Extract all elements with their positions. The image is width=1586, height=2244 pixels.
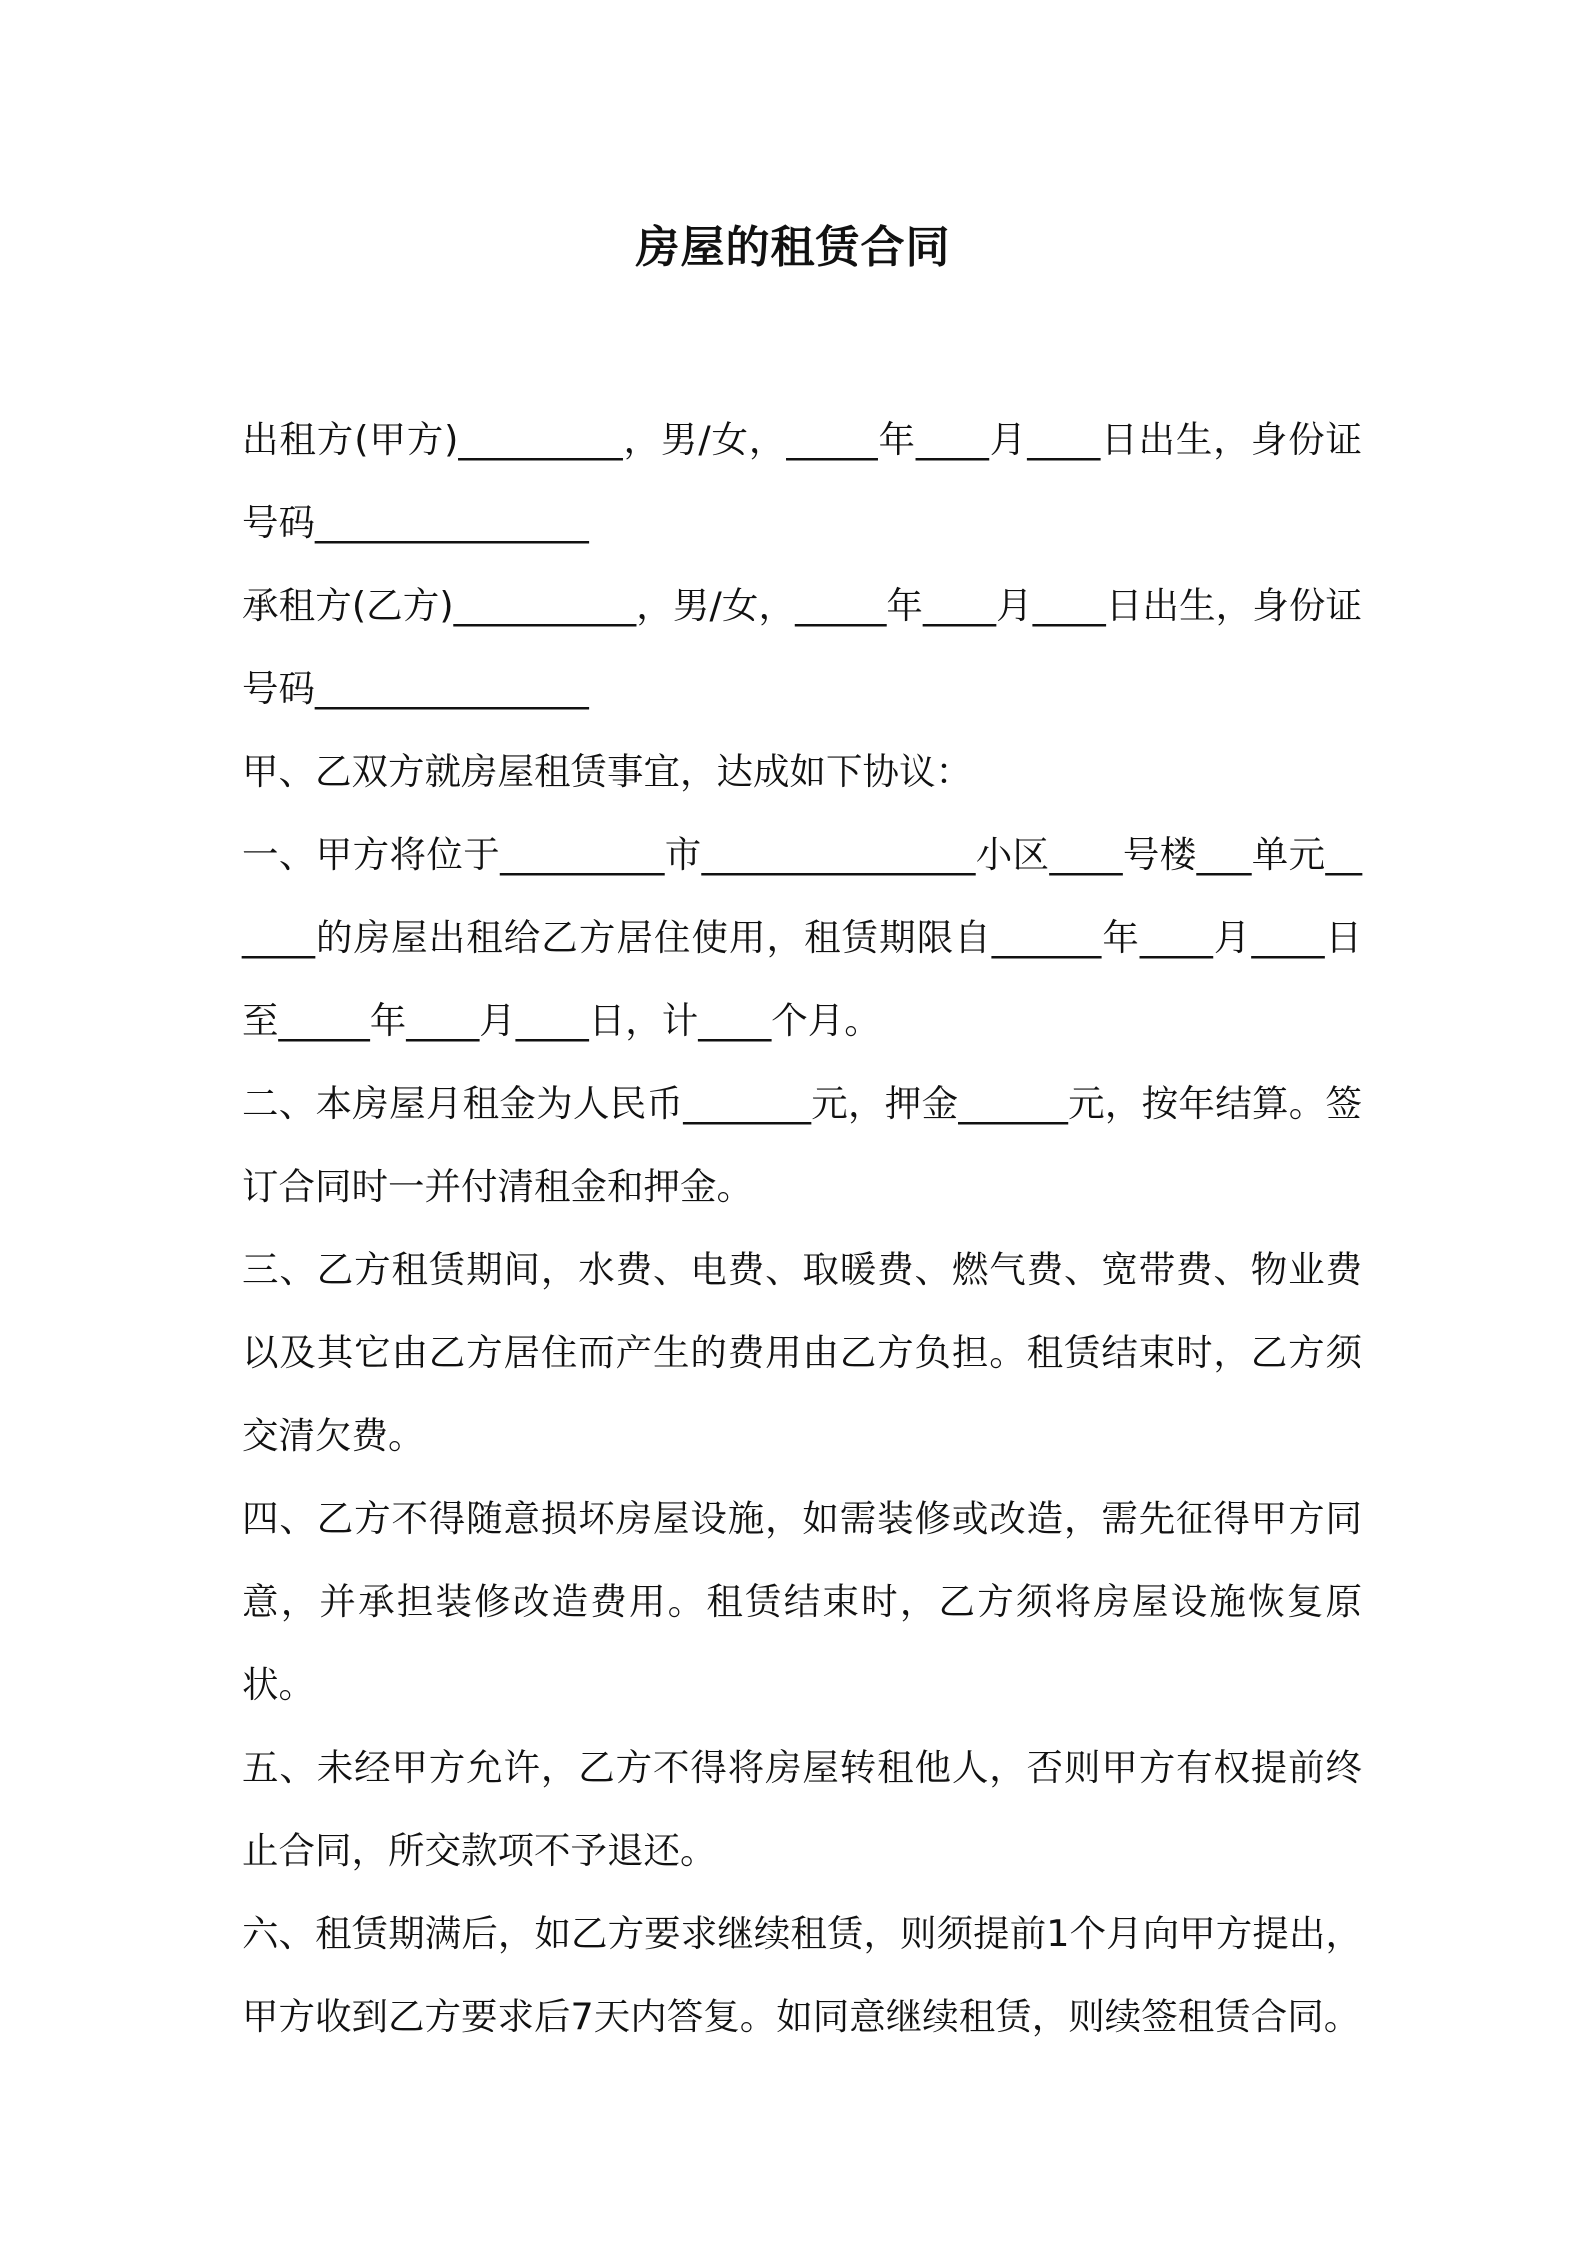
agreement-intro-paragraph: 甲、乙双方就房屋租赁事宜，达成如下协议： <box>242 750 972 793</box>
clause-6-paragraph: 六、租赁期满后，如乙方要求继续租赁，则须提前1个月向甲方提出，甲方收到乙方要求后7天内答复。如同意继续租赁，则续签租赁合同。 <box>242 1912 1362 2038</box>
clause-4-paragraph: 四、乙方不得随意损坏房屋设施，如需装修或改造，需先征得甲方同意，并承担装修改造费用。租赁结束时，乙方须将房屋设施恢复原状。 <box>242 1497 1362 1706</box>
document-title: 房屋的租赁合同 <box>635 222 951 273</box>
clause-1-paragraph: 一、甲方将位于_________市_______________小区____号楼___单元______的房屋出租给乙方居住使用，租赁期限自______年____月____日至_____年____月____日，计____个月。 <box>242 833 1362 1042</box>
clause-3-paragraph: 三、乙方租赁期间，水费、电费、取暖费、燃气费、宽带费、物业费以及其它由乙方居住而产生的费用由乙方负担。租赁结束时，乙方须交清欠费。 <box>242 1248 1362 1457</box>
clause-5-paragraph: 五、未经甲方允许，乙方不得将房屋转租他人，否则甲方有权提前终止合同，所交款项不予退还。 <box>242 1746 1362 1872</box>
document-body <box>242 398 1362 2058</box>
lessee-info-paragraph: 承租方(乙方)__________，男/女，_____年____月____日出生，身份证号码_______________ <box>242 584 1362 710</box>
lessor-info-paragraph: 出租方(甲方)_________，男/女，_____年____月____日出生，身份证号码_______________ <box>242 418 1362 544</box>
clause-2-paragraph: 二、本房屋月租金为人民币_______元，押金______元，按年结算。签订合同时一并付清租金和押金。 <box>242 1082 1362 1208</box>
